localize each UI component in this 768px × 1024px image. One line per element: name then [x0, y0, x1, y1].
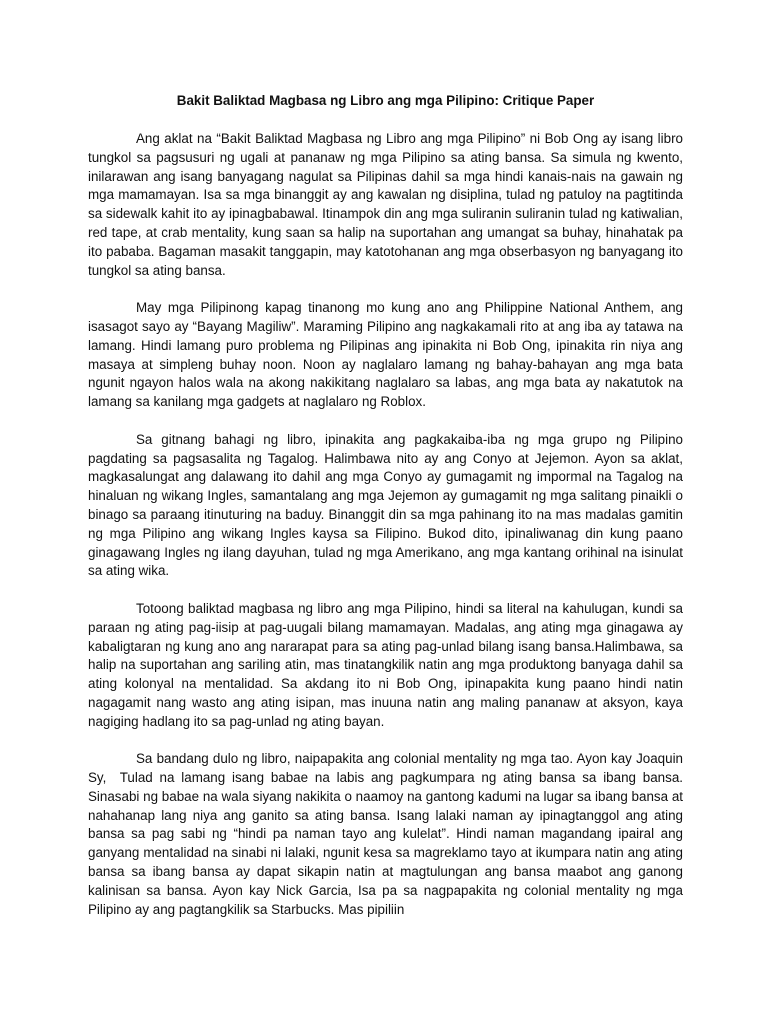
paragraph-4: Totoong baliktad magbasa ng libro ang mga Pilipino, hindi sa literal na kahulugan, kundi sa paraan ng ating pag-iisip at pag-uugali bilang mamamayan. Madalas, ang ating mga ginagawa ay kabaligtaran ng kung ano ang nararapat para sa ating pag-unlad bilang isang bansa.Halimbawa, sa halip na suportahan ang sariling atin, mas tinatangkilik natin ang mga produktong banyaga dahil sa ating kolonyal na mentalidad. Sa akdang ito ni Bob Ong, ipinapakita kung paano hindi natin nagagamit nang wasto ang ating isipan, mas inuuna natin ang maling pananaw at aksyon, kaya nagiging hadlang ito sa pag-unlad ng ating bayan. [88, 600, 687, 729]
paragraph-3: Sa gitnang bahagi ng libro, ipinakita ang pagkakaiba-iba ng mga grupo ng Pilipino pagdating sa pagsasalita ng Tagalog. Halimbawa nito ay ang Conyo at Jejemon. Ayon sa aklat, magkasalungat ang dalawang ito dahil ang mga Conyo ay gumagamit ng impormal na Tagalog na hinaluan ng wikang Ingles, samantalang ang mga Jejemon ay gumagamit ng mga salitang pinaikli o binago sa paraang itinuturing na baduy. Binanggit din sa mga pahinang ito na mas madalas gamitin ng mga Pilipino ang wikang Ingles kaysa sa Filipino. Bukod dito, ipinaliwanag din kung paano ginagawang Ingles ng ilang dayuhan, tulad ng mga Amerikano, ang mga kantang orihinal na isinulat sa ating wika. [88, 431, 687, 579]
paragraph-2: May mga Pilipinong kapag tinanong mo kung ano ang Philippine National Anthem, ang isasagot sayo ay “Bayang Magiliw”. Maraming Pilipino ang nagkakamali rito at ang iba ay tatawa na lamang. Hindi lamang puro problema ng Pilipinas ang ipinakita ni Bob Ong, ipinakita rin niya ang masaya at simpleng buhay noon. Noon ay naglalaro lamang ng bahay-bahayan ang mga bata ngunit ngayon halos wala na akong nakikitang naglalaro sa labas, ang mga bata ay nakatutok na lamang sa kanilang mga gadgets at naglalaro ng Roblox. [88, 300, 687, 410]
paragraph-5: Sa bandang dulo ng libro, naipapakita ang colonial mentality ng mga tao. Ayon kay Joaquin Sy, Tulad na lamang isang babae na labis ang pagkumpara ng ating bansa sa ibang bansa. Sinasabi ng babae na wala siyang nakikita o naamoy na gantong kadumi na lugar sa ibang bansa at nahahanap lang niya ang ganito sa ating bansa. Isang lalaki naman ay ipinagtanggol ang ating bansa sa pag sabi ng “hindi pa naman tayo ang kulelat”. Hindi naman magandang ipairal ang ganyang mentalidad na sinabi ni lalaki, ngunit kesa sa magreklamo tayo at ikumpara natin ang ating bansa sa ibang bansa ay dapat sikapin natin at magtulungan ang bansa maabot ang ganong kalinisan sa bansa. Ayon kay Nick Garcia, Isa pa sa nagpapakita ng colonial mentality ng mga Pilipino ay ang pagtangkilik sa Starbucks. Mas pipiliin [88, 751, 687, 917]
document-title: Bakit Baliktad Magbasa ng Libro ang mga Pilipino: Critique Paper [176, 93, 595, 108]
paragraph-1: Ang aklat na “Bakit Baliktad Magbasa ng Libro ang mga Pilipino” ni Bob Ong ay isang libro tungkol sa pagsusuri ng ugali at pananaw ng mga Pilipino sa ating bansa. Sa simula ng kwento, inilarawan ang isang banyagang nagulat sa Pilipinas dahil sa mga hindi kanais-nais na gawain ng mga mamamayan. Isa sa mga binanggit ay ang kawalan ng disiplina, tulad ng patuloy na pagtitinda sa sidewalk kahit ito ay ipinagbabawal. Itinampok din ang mga suliranin suliranin tulad ng katiwalian, red tape, at crab mentality, kung saan sa halip na suportahan ang umangat sa buhay, hinahatak pa ito pababa. Bagaman masakit tanggapin, may katotohanan ang mga obserbasyon ng banyagang ito tungkol sa ating bansa. [88, 131, 687, 278]
